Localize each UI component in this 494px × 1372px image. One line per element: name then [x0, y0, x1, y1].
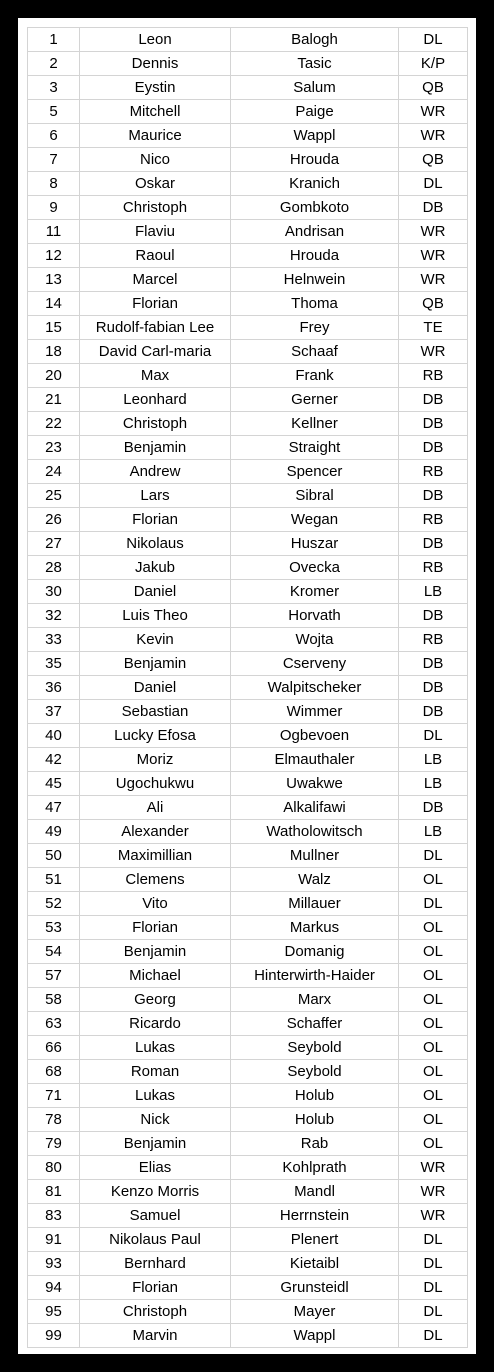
last-name-cell: Markus: [231, 916, 399, 940]
position-cell: DB: [399, 652, 468, 676]
roster-table-body: [28, 28, 468, 1348]
position-cell: RB: [399, 460, 468, 484]
position-cell: DL: [399, 1300, 468, 1324]
table-row: [28, 916, 468, 940]
last-name-cell: Rab: [231, 1132, 399, 1156]
first-name-cell: Benjamin: [80, 940, 231, 964]
table-row: [28, 220, 468, 244]
jersey-number-cell: 35: [28, 652, 80, 676]
table-row: [28, 172, 468, 196]
table-row: [28, 1204, 468, 1228]
first-name-cell: Max: [80, 364, 231, 388]
first-name-cell: Florian: [80, 508, 231, 532]
first-name-cell: Bernhard: [80, 1252, 231, 1276]
jersey-number-cell: 40: [28, 724, 80, 748]
last-name-cell: Alkalifawi: [231, 796, 399, 820]
jersey-number-cell: 58: [28, 988, 80, 1012]
first-name-cell: Nico: [80, 148, 231, 172]
table-row: [28, 52, 468, 76]
position-cell: TE: [399, 316, 468, 340]
jersey-number-cell: 24: [28, 460, 80, 484]
first-name-cell: Daniel: [80, 676, 231, 700]
last-name-cell: Mullner: [231, 844, 399, 868]
position-cell: DL: [399, 844, 468, 868]
table-row: [28, 772, 468, 796]
first-name-cell: Sebastian: [80, 700, 231, 724]
first-name-cell: Christoph: [80, 1300, 231, 1324]
table-row: [28, 1228, 468, 1252]
table-row: [28, 124, 468, 148]
first-name-cell: Nick: [80, 1108, 231, 1132]
jersey-number-cell: 1: [28, 28, 80, 52]
first-name-cell: Ugochukwu: [80, 772, 231, 796]
last-name-cell: Salum: [231, 76, 399, 100]
table-row: [28, 268, 468, 292]
first-name-cell: Oskar: [80, 172, 231, 196]
last-name-cell: Holub: [231, 1084, 399, 1108]
first-name-cell: Jakub: [80, 556, 231, 580]
table-row: [28, 748, 468, 772]
last-name-cell: Frank: [231, 364, 399, 388]
position-cell: QB: [399, 148, 468, 172]
jersey-number-cell: 91: [28, 1228, 80, 1252]
table-row: [28, 508, 468, 532]
first-name-cell: Kenzo Morris: [80, 1180, 231, 1204]
jersey-number-cell: 83: [28, 1204, 80, 1228]
position-cell: K/P: [399, 52, 468, 76]
position-cell: WR: [399, 1204, 468, 1228]
jersey-number-cell: 27: [28, 532, 80, 556]
jersey-number-cell: 47: [28, 796, 80, 820]
position-cell: DL: [399, 1324, 468, 1348]
jersey-number-cell: 99: [28, 1324, 80, 1348]
position-cell: OL: [399, 1012, 468, 1036]
position-cell: OL: [399, 988, 468, 1012]
position-cell: WR: [399, 244, 468, 268]
table-row: [28, 580, 468, 604]
last-name-cell: Wappl: [231, 124, 399, 148]
position-cell: DL: [399, 1252, 468, 1276]
jersey-number-cell: 23: [28, 436, 80, 460]
position-cell: DL: [399, 892, 468, 916]
position-cell: LB: [399, 820, 468, 844]
position-cell: DB: [399, 676, 468, 700]
position-cell: DL: [399, 172, 468, 196]
first-name-cell: Rudolf-fabian Lee: [80, 316, 231, 340]
jersey-number-cell: 18: [28, 340, 80, 364]
table-row: [28, 1108, 468, 1132]
last-name-cell: Andrisan: [231, 220, 399, 244]
jersey-number-cell: 8: [28, 172, 80, 196]
last-name-cell: Straight: [231, 436, 399, 460]
jersey-number-cell: 42: [28, 748, 80, 772]
position-cell: OL: [399, 964, 468, 988]
jersey-number-cell: 80: [28, 1156, 80, 1180]
table-row: [28, 1252, 468, 1276]
last-name-cell: Plenert: [231, 1228, 399, 1252]
first-name-cell: Florian: [80, 292, 231, 316]
last-name-cell: Kromer: [231, 580, 399, 604]
jersey-number-cell: 93: [28, 1252, 80, 1276]
first-name-cell: Ali: [80, 796, 231, 820]
table-row: [28, 460, 468, 484]
first-name-cell: Christoph: [80, 196, 231, 220]
jersey-number-cell: 54: [28, 940, 80, 964]
first-name-cell: Leon: [80, 28, 231, 52]
last-name-cell: Hinterwirth-Haider: [231, 964, 399, 988]
jersey-number-cell: 66: [28, 1036, 80, 1060]
position-cell: DB: [399, 796, 468, 820]
table-row: [28, 652, 468, 676]
jersey-number-cell: 45: [28, 772, 80, 796]
first-name-cell: Lucky Efosa: [80, 724, 231, 748]
first-name-cell: Roman: [80, 1060, 231, 1084]
position-cell: OL: [399, 868, 468, 892]
table-row: [28, 988, 468, 1012]
jersey-number-cell: 26: [28, 508, 80, 532]
table-row: [28, 244, 468, 268]
position-cell: LB: [399, 772, 468, 796]
table-row: [28, 628, 468, 652]
last-name-cell: Gerner: [231, 388, 399, 412]
last-name-cell: Seybold: [231, 1036, 399, 1060]
last-name-cell: Kellner: [231, 412, 399, 436]
position-cell: DB: [399, 388, 468, 412]
roster-sheet: [18, 18, 476, 1354]
first-name-cell: David Carl-maria: [80, 340, 231, 364]
table-row: [28, 1036, 468, 1060]
table-row: [28, 340, 468, 364]
position-cell: DL: [399, 1276, 468, 1300]
jersey-number-cell: 79: [28, 1132, 80, 1156]
jersey-number-cell: 28: [28, 556, 80, 580]
table-row: [28, 844, 468, 868]
position-cell: DB: [399, 484, 468, 508]
jersey-number-cell: 11: [28, 220, 80, 244]
first-name-cell: Benjamin: [80, 436, 231, 460]
last-name-cell: Wimmer: [231, 700, 399, 724]
roster-table: [27, 27, 468, 1348]
last-name-cell: Domanig: [231, 940, 399, 964]
jersey-number-cell: 81: [28, 1180, 80, 1204]
table-row: [28, 892, 468, 916]
position-cell: DL: [399, 724, 468, 748]
last-name-cell: Thoma: [231, 292, 399, 316]
position-cell: RB: [399, 364, 468, 388]
jersey-number-cell: 36: [28, 676, 80, 700]
position-cell: WR: [399, 1156, 468, 1180]
jersey-number-cell: 15: [28, 316, 80, 340]
last-name-cell: Horvath: [231, 604, 399, 628]
position-cell: DL: [399, 1228, 468, 1252]
jersey-number-cell: 33: [28, 628, 80, 652]
last-name-cell: Wappl: [231, 1324, 399, 1348]
jersey-number-cell: 30: [28, 580, 80, 604]
position-cell: WR: [399, 268, 468, 292]
last-name-cell: Hrouda: [231, 148, 399, 172]
jersey-number-cell: 94: [28, 1276, 80, 1300]
position-cell: WR: [399, 340, 468, 364]
last-name-cell: Millauer: [231, 892, 399, 916]
position-cell: DB: [399, 412, 468, 436]
first-name-cell: Georg: [80, 988, 231, 1012]
first-name-cell: Samuel: [80, 1204, 231, 1228]
last-name-cell: Cserveny: [231, 652, 399, 676]
first-name-cell: Andrew: [80, 460, 231, 484]
jersey-number-cell: 57: [28, 964, 80, 988]
table-row: [28, 1084, 468, 1108]
table-row: [28, 1276, 468, 1300]
jersey-number-cell: 2: [28, 52, 80, 76]
jersey-number-cell: 51: [28, 868, 80, 892]
position-cell: WR: [399, 124, 468, 148]
first-name-cell: Nikolaus Paul: [80, 1228, 231, 1252]
jersey-number-cell: 49: [28, 820, 80, 844]
last-name-cell: Kranich: [231, 172, 399, 196]
position-cell: WR: [399, 1180, 468, 1204]
last-name-cell: Spencer: [231, 460, 399, 484]
table-row: [28, 1132, 468, 1156]
position-cell: DB: [399, 196, 468, 220]
last-name-cell: Uwakwe: [231, 772, 399, 796]
position-cell: LB: [399, 748, 468, 772]
table-row: [28, 1060, 468, 1084]
first-name-cell: Dennis: [80, 52, 231, 76]
last-name-cell: Helnwein: [231, 268, 399, 292]
jersey-number-cell: 52: [28, 892, 80, 916]
table-row: [28, 964, 468, 988]
table-row: [28, 556, 468, 580]
last-name-cell: Huszar: [231, 532, 399, 556]
first-name-cell: Daniel: [80, 580, 231, 604]
table-row: [28, 1156, 468, 1180]
position-cell: DB: [399, 604, 468, 628]
first-name-cell: Kevin: [80, 628, 231, 652]
last-name-cell: Ovecka: [231, 556, 399, 580]
first-name-cell: Nikolaus: [80, 532, 231, 556]
last-name-cell: Kohlprath: [231, 1156, 399, 1180]
jersey-number-cell: 20: [28, 364, 80, 388]
last-name-cell: Tasic: [231, 52, 399, 76]
first-name-cell: Benjamin: [80, 1132, 231, 1156]
jersey-number-cell: 95: [28, 1300, 80, 1324]
first-name-cell: Vito: [80, 892, 231, 916]
last-name-cell: Schaaf: [231, 340, 399, 364]
first-name-cell: Florian: [80, 1276, 231, 1300]
first-name-cell: Marvin: [80, 1324, 231, 1348]
last-name-cell: Seybold: [231, 1060, 399, 1084]
table-row: [28, 436, 468, 460]
table-row: [28, 484, 468, 508]
position-cell: LB: [399, 580, 468, 604]
jersey-number-cell: 63: [28, 1012, 80, 1036]
position-cell: OL: [399, 1036, 468, 1060]
last-name-cell: Wegan: [231, 508, 399, 532]
table-row: [28, 724, 468, 748]
jersey-number-cell: 25: [28, 484, 80, 508]
first-name-cell: Benjamin: [80, 652, 231, 676]
position-cell: DB: [399, 436, 468, 460]
first-name-cell: Clemens: [80, 868, 231, 892]
jersey-number-cell: 32: [28, 604, 80, 628]
table-row: [28, 292, 468, 316]
last-name-cell: Frey: [231, 316, 399, 340]
first-name-cell: Marcel: [80, 268, 231, 292]
jersey-number-cell: 71: [28, 1084, 80, 1108]
last-name-cell: Schaffer: [231, 1012, 399, 1036]
first-name-cell: Lukas: [80, 1036, 231, 1060]
jersey-number-cell: 12: [28, 244, 80, 268]
position-cell: OL: [399, 1108, 468, 1132]
first-name-cell: Luis Theo: [80, 604, 231, 628]
last-name-cell: Ogbevoen: [231, 724, 399, 748]
position-cell: OL: [399, 1060, 468, 1084]
jersey-number-cell: 53: [28, 916, 80, 940]
table-row: [28, 604, 468, 628]
position-cell: QB: [399, 76, 468, 100]
first-name-cell: Eystin: [80, 76, 231, 100]
last-name-cell: Watholowitsch: [231, 820, 399, 844]
table-row: [28, 532, 468, 556]
jersey-number-cell: 5: [28, 100, 80, 124]
jersey-number-cell: 3: [28, 76, 80, 100]
jersey-number-cell: 14: [28, 292, 80, 316]
first-name-cell: Moriz: [80, 748, 231, 772]
table-row: [28, 1180, 468, 1204]
position-cell: OL: [399, 916, 468, 940]
table-row: [28, 868, 468, 892]
first-name-cell: Michael: [80, 964, 231, 988]
table-row: [28, 196, 468, 220]
position-cell: OL: [399, 1132, 468, 1156]
table-row: [28, 316, 468, 340]
last-name-cell: Walpitscheker: [231, 676, 399, 700]
first-name-cell: Alexander: [80, 820, 231, 844]
position-cell: RB: [399, 508, 468, 532]
last-name-cell: Hrouda: [231, 244, 399, 268]
table-row: [28, 700, 468, 724]
first-name-cell: Christoph: [80, 412, 231, 436]
table-row: [28, 820, 468, 844]
position-cell: QB: [399, 292, 468, 316]
table-row: [28, 796, 468, 820]
table-row: [28, 1012, 468, 1036]
table-row: [28, 76, 468, 100]
jersey-number-cell: 6: [28, 124, 80, 148]
table-row: [28, 940, 468, 964]
last-name-cell: Gombkoto: [231, 196, 399, 220]
jersey-number-cell: 7: [28, 148, 80, 172]
last-name-cell: Paige: [231, 100, 399, 124]
last-name-cell: Balogh: [231, 28, 399, 52]
position-cell: DB: [399, 700, 468, 724]
last-name-cell: Grunsteidl: [231, 1276, 399, 1300]
table-row: [28, 28, 468, 52]
table-row: [28, 1300, 468, 1324]
position-cell: RB: [399, 628, 468, 652]
jersey-number-cell: 68: [28, 1060, 80, 1084]
position-cell: WR: [399, 220, 468, 244]
position-cell: OL: [399, 940, 468, 964]
first-name-cell: Lukas: [80, 1084, 231, 1108]
first-name-cell: Florian: [80, 916, 231, 940]
jersey-number-cell: 22: [28, 412, 80, 436]
first-name-cell: Raoul: [80, 244, 231, 268]
first-name-cell: Ricardo: [80, 1012, 231, 1036]
position-cell: RB: [399, 556, 468, 580]
last-name-cell: Walz: [231, 868, 399, 892]
table-row: [28, 1324, 468, 1348]
position-cell: DB: [399, 532, 468, 556]
last-name-cell: Holub: [231, 1108, 399, 1132]
last-name-cell: Herrnstein: [231, 1204, 399, 1228]
first-name-cell: Elias: [80, 1156, 231, 1180]
first-name-cell: Lars: [80, 484, 231, 508]
position-cell: WR: [399, 100, 468, 124]
last-name-cell: Wojta: [231, 628, 399, 652]
last-name-cell: Mayer: [231, 1300, 399, 1324]
table-row: [28, 412, 468, 436]
first-name-cell: Maximillian: [80, 844, 231, 868]
jersey-number-cell: 21: [28, 388, 80, 412]
last-name-cell: Elmauthaler: [231, 748, 399, 772]
first-name-cell: Leonhard: [80, 388, 231, 412]
jersey-number-cell: 78: [28, 1108, 80, 1132]
first-name-cell: Maurice: [80, 124, 231, 148]
jersey-number-cell: 50: [28, 844, 80, 868]
jersey-number-cell: 9: [28, 196, 80, 220]
jersey-number-cell: 13: [28, 268, 80, 292]
position-cell: DL: [399, 28, 468, 52]
table-row: [28, 364, 468, 388]
first-name-cell: Mitchell: [80, 100, 231, 124]
jersey-number-cell: 37: [28, 700, 80, 724]
first-name-cell: Flaviu: [80, 220, 231, 244]
last-name-cell: Sibral: [231, 484, 399, 508]
table-row: [28, 100, 468, 124]
table-row: [28, 388, 468, 412]
table-row: [28, 148, 468, 172]
position-cell: OL: [399, 1084, 468, 1108]
last-name-cell: Mandl: [231, 1180, 399, 1204]
last-name-cell: Marx: [231, 988, 399, 1012]
table-row: [28, 676, 468, 700]
last-name-cell: Kietaibl: [231, 1252, 399, 1276]
